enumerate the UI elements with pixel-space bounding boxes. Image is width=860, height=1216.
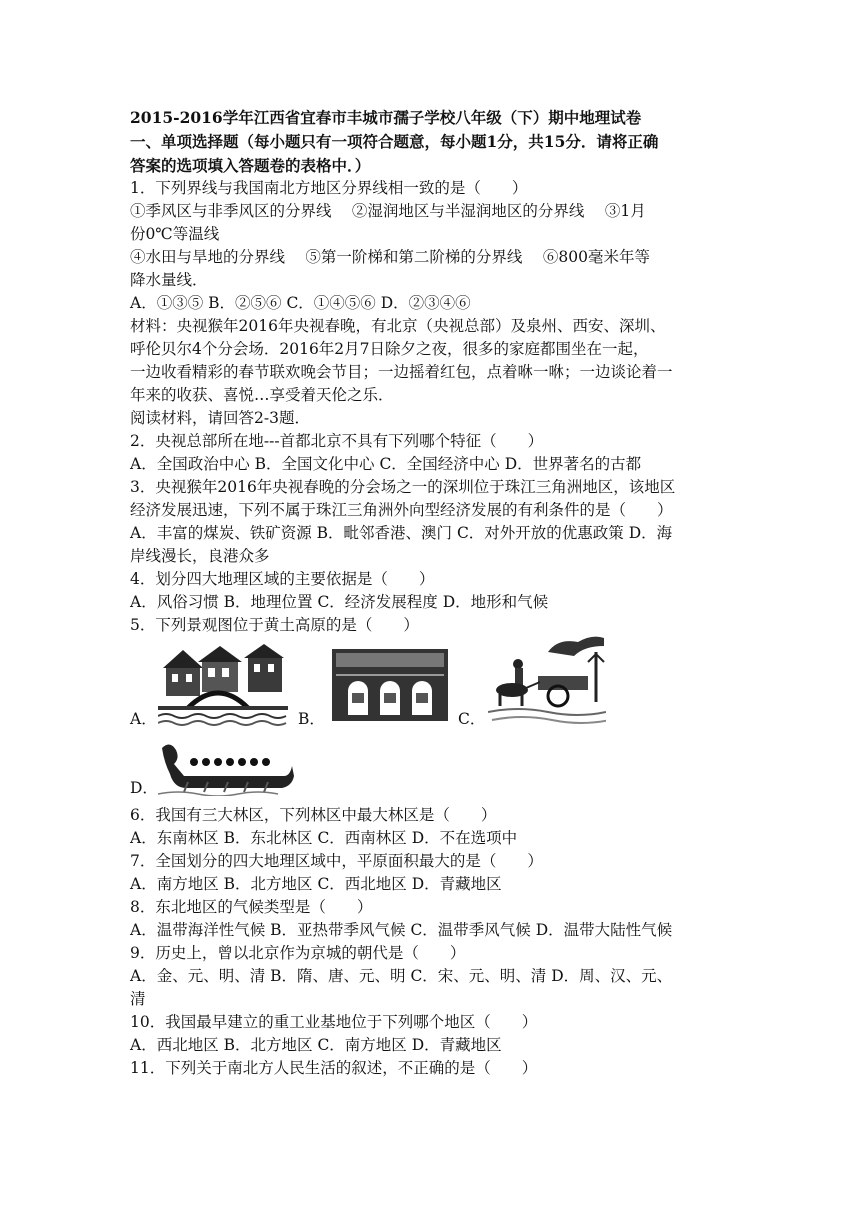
material-line5: 阅读材料，请回答2-3题．: [130, 409, 310, 427]
q3-line1: 3．央视猴年2016年央视春晚的分会场之一的深圳位于珠江三角洲地区，该地区: [130, 478, 676, 496]
q10-options: A．西北地区 B．北方地区 C．南方地区 D．青藏地区: [130, 1036, 502, 1054]
q1-line3: 份0℃等温线: [130, 225, 220, 243]
q10-stem: 10．我国最早建立的重工业基地位于下列哪个地区（ ）: [130, 1013, 538, 1031]
section-heading-line1: 一、单项选择题（每小题只有一项符合题意，每小题1分，共15分．请将正确: [130, 132, 659, 151]
q4-options: A．风俗习惯 B．地理位置 C．经济发展程度 D．地形和气候: [130, 593, 549, 611]
q4-stem: 4．划分四大地理区域的主要依据是（ ）: [130, 570, 435, 588]
q1-stem: 1．下列界线与我国南北方地区分界线相一致的是（ ）: [130, 179, 528, 197]
q5-image-d-dragon-boat: [158, 738, 294, 796]
q5-label-c: C．: [458, 710, 486, 728]
q3-line4: 岸线漫长，良港众多: [130, 547, 270, 565]
material-line2: 呼伦贝尔4个分会场．2016年2月7日除夕之夜，很多的家庭都围坐在一起，: [130, 340, 649, 358]
q5-label-d: D．: [130, 779, 158, 797]
q7-stem: 7．全国划分的四大地理区域中，平原面积最大的是（ ）: [130, 852, 543, 870]
q2-options: A．全国政治中心 B．全国文化中心 C．全国经济中心 D．世界著名的古都: [130, 455, 642, 473]
q5-image-c-donkey-cart: [488, 632, 606, 724]
q9-stem: 9．历史上，曾以北京作为京城的朝代是（ ）: [130, 944, 466, 962]
q1-options: A．①③⑤ B．②⑤⑥ C．①④⑤⑥ D．②③④⑥: [130, 294, 471, 312]
q8-options: A．温带海洋性气候 B．亚热带季风气候 C．温带季风气候 D．温带大陆性气候: [130, 921, 673, 939]
q5-image-a-watertown: [158, 638, 288, 726]
q1-line4: ④水田与旱地的分界线 ⑤第一阶梯和第二阶梯的分界线 ⑥800毫米年等: [130, 248, 650, 266]
section-heading-line2: 答案的选项填入答题卷的表格中．）: [130, 156, 371, 175]
material-line4: 年来的收获、喜悦…享受着天伦之乐．: [130, 386, 394, 404]
q6-options: A．东南林区 B．东北林区 C．西南林区 D．不在选项中: [130, 829, 518, 847]
q3-line2: 经济发展迅速，下列不属于珠江三角洲外向型经济发展的有利条件的是（ ）: [130, 501, 673, 519]
exam-title: 2015-2016学年江西省宜春市丰城市孺子学校八年级（下）期中地理试卷: [130, 108, 642, 127]
q11-stem: 11．下列关于南北方人民生活的叙述，不正确的是（ ）: [130, 1059, 538, 1077]
q9-options-line1: A．金、元、明、清 B．隋、唐、元、明 C．宋、元、明、清 D．周、汉、元、: [130, 967, 673, 985]
q5-stem: 5．下列景观图位于黄土高原的是（ ）: [130, 616, 419, 634]
material-line1: 材料：央视猴年2016年央视春晚，有北京（央视总部）及泉州、西安、深圳、: [130, 317, 666, 335]
q2-stem: 2．央视总部所在地---首都北京不具有下列哪个特征（ ）: [130, 432, 544, 450]
q5-label-a: A．: [130, 710, 157, 728]
q3-line3: A．丰富的煤炭、铁矿资源 B．毗邻香港、澳门 C．对外开放的优惠政策 D．海: [130, 524, 673, 542]
material-line3: 一边收看精彩的春节联欢晚会节目；一边摇着红包，点着咻一咻；一边谈论着一: [130, 363, 673, 381]
q5-image-b-cave-dwellings: [330, 645, 450, 725]
q8-stem: 8．东北地区的气候类型是（ ）: [130, 898, 373, 916]
q1-line5: 降水量线．: [130, 271, 208, 289]
q9-options-line2: 清: [130, 990, 146, 1008]
q7-options: A．南方地区 B．北方地区 C．西北地区 D．青藏地区: [130, 875, 502, 893]
q6-stem: 6．我国有三大林区，下列林区中最大林区是（ ）: [130, 806, 497, 824]
q1-line2: ①季风区与非季风区的分界线 ②湿润地区与半湿润地区的分界线 ③1月: [130, 202, 646, 220]
q5-label-b: B．: [298, 710, 325, 728]
